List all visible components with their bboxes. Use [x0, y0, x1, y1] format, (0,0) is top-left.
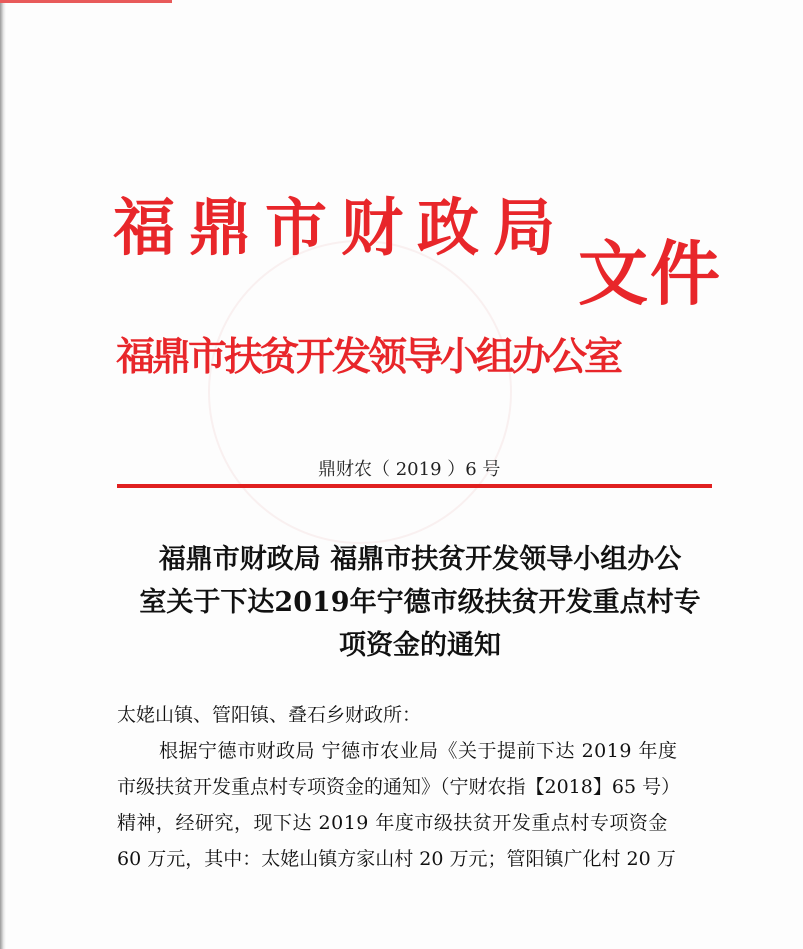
corner-mark: [0, 0, 172, 3]
title-line: 福鼎市财政局 福鼎市扶贫开发领导小组办公: [158, 544, 682, 575]
body-line: 60 万元，其中：太姥山镇方家山村 20 万元；管阳镇广化村 20 万: [117, 848, 676, 870]
scan-edge-shadow: [0, 0, 6, 949]
title-line: 室关于下达2019年宁德市级扶贫开发重点村专: [139, 587, 701, 618]
document-body: [117, 697, 717, 877]
body-line: 市级扶贫开发重点村专项资金的通知》（宁财农指【2018】65 号）: [117, 776, 681, 798]
document-title: [120, 538, 720, 667]
document-number: 鼎财农（ 2019 ）6 号: [318, 459, 501, 480]
title-line: 项资金的通知: [339, 630, 501, 661]
header-org-primary: 福鼎市财政局: [113, 191, 570, 264]
header-doc-type: 文件: [578, 232, 722, 315]
header-org-secondary: 福鼎市扶贫开发领导小组办公室: [116, 334, 621, 380]
body-line: 精神，经研究，现下达 2019 年度市级扶贫开发重点村专项资金: [117, 812, 668, 834]
body-line: 根据宁德市财政局 宁德市农业局《关于提前下达 2019 年度: [159, 740, 678, 762]
red-divider-rule: [117, 484, 712, 488]
body-line-salutation: 太姥山镇、管阳镇、叠石乡财政所：: [117, 704, 422, 726]
faint-seal-stamp: [208, 240, 512, 544]
